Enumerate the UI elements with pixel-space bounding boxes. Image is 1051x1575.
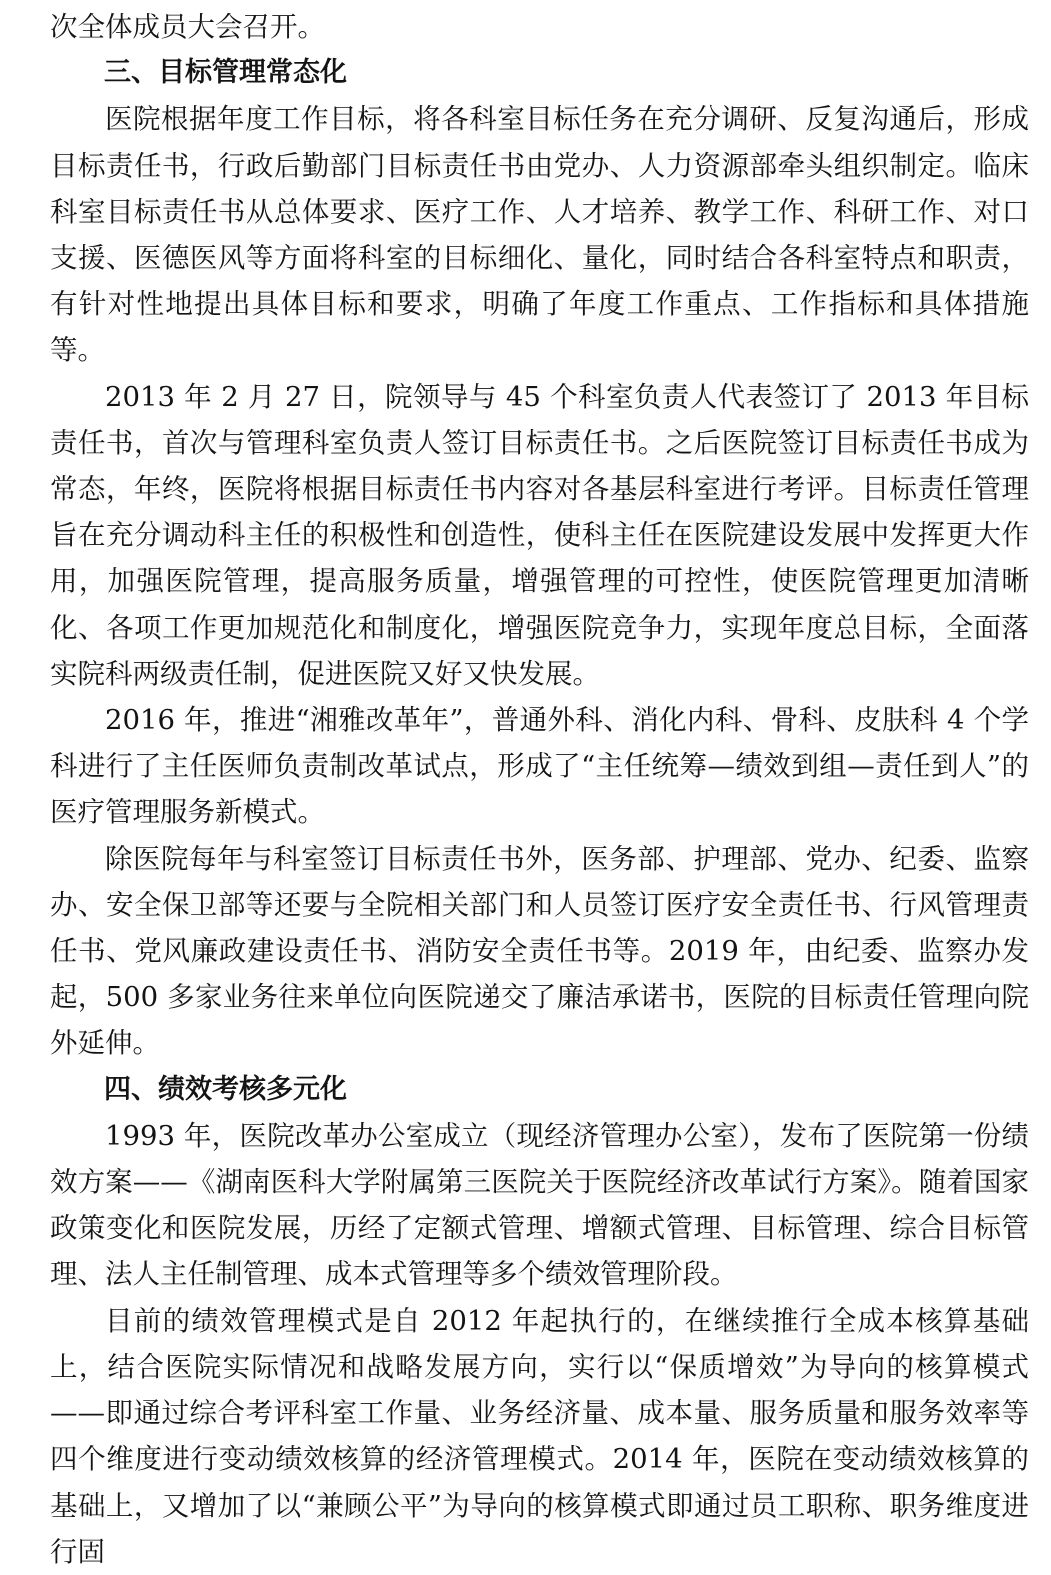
paragraph-current-model: 目前的绩效管理模式是自 2012 年起执行的，在继续推行全成本核算基础上，结合医院实际情况和战略发展方向，实行以“保质增效”为导向的核算模式——即通过综合考评科室工作量、业务经济量、成本量、服务质量和服务效率等四个维度进行变动绩效核算的经济管理模式。2014 年，医院在变动绩效核算的基础上，又增加了以“兼顾公平”为导向的核算模式即通过员工职称、职务维度进行固: [50, 1304, 1029, 1568]
paragraph-2016-reform: 2016 年，推进“湘雅改革年”，普通外科、消化内科、骨科、皮肤科 4 个学科进行了主任医师负责制改革试点，形成了“主任统筹—绩效到组—责任到人”的医疗管理服务新模式。: [50, 704, 1029, 829]
paragraph-1993-reform: 1993 年，医院改革办公室成立（现经济管理办公室），发布了医院第一份绩效方案——《湖南医科大学附属第三医院关于医院经济改革试行方案》。随着国家政策变化和医院发展，历经了定额式管理、增额式管理、目标管理、综合目标管理、法人主任制管理、成本式管理等多个绩效管理阶段。: [50, 1119, 1029, 1291]
paragraph-continuation: 次全体成员大会召开。: [50, 11, 325, 43]
section-heading-4: 四、绩效考核多元化: [104, 1073, 347, 1105]
section-heading-3: 三、目标管理常态化: [104, 57, 347, 89]
paragraph-2013-signing: 2013 年 2 月 27 日，院领导与 45 个科室负责人代表签订了 2013 年目标责任书，首次与管理科室负责人签订目标责任书。之后医院签订目标责任书成为常态，年终，医院将根据目标责任书内容对各基层科室进行考评。目标责任管理旨在充分调动科主任的积极性和创造性，使科主任在医院建设发展中发挥更大作用，加强医院管理，提高服务质量，增强管理的可控性，使医院管理更加清晰化、各项工作更加规范化和制度化，增强医院竞争力，实现年度总目标，全面落实院科两级责任制，促进医院又好又快发展。: [50, 380, 1029, 690]
paragraph-other-responsibility: 除医院每年与科室签订目标责任书外，医务部、护理部、党办、纪委、监察办、安全保卫部等还要与全院相关部门和人员签订医疗安全责任书、行风管理责任书、党风廉政建设责任书、消防安全责任书等。2019 年，由纪委、监察办发起，500 多家业务往来单位向医院递交了廉洁承诺书，医院的目标责任管理向院外延伸。: [50, 842, 1029, 1060]
paragraph-target-responsibility: 医院根据年度工作目标，将各科室目标任务在充分调研、反复沟通后，形成目标责任书，行政后勤部门目标责任书由党办、人力资源部牵头组织制定。临床科室目标责任书从总体要求、医疗工作、人才培养、教学工作、科研工作、对口支援、医德医风等方面将科室的目标细化、量化，同时结合各科室特点和职责，有针对性地提出具体目标和要求，明确了年度工作重点、工作指标和具体措施等。: [50, 103, 1029, 367]
